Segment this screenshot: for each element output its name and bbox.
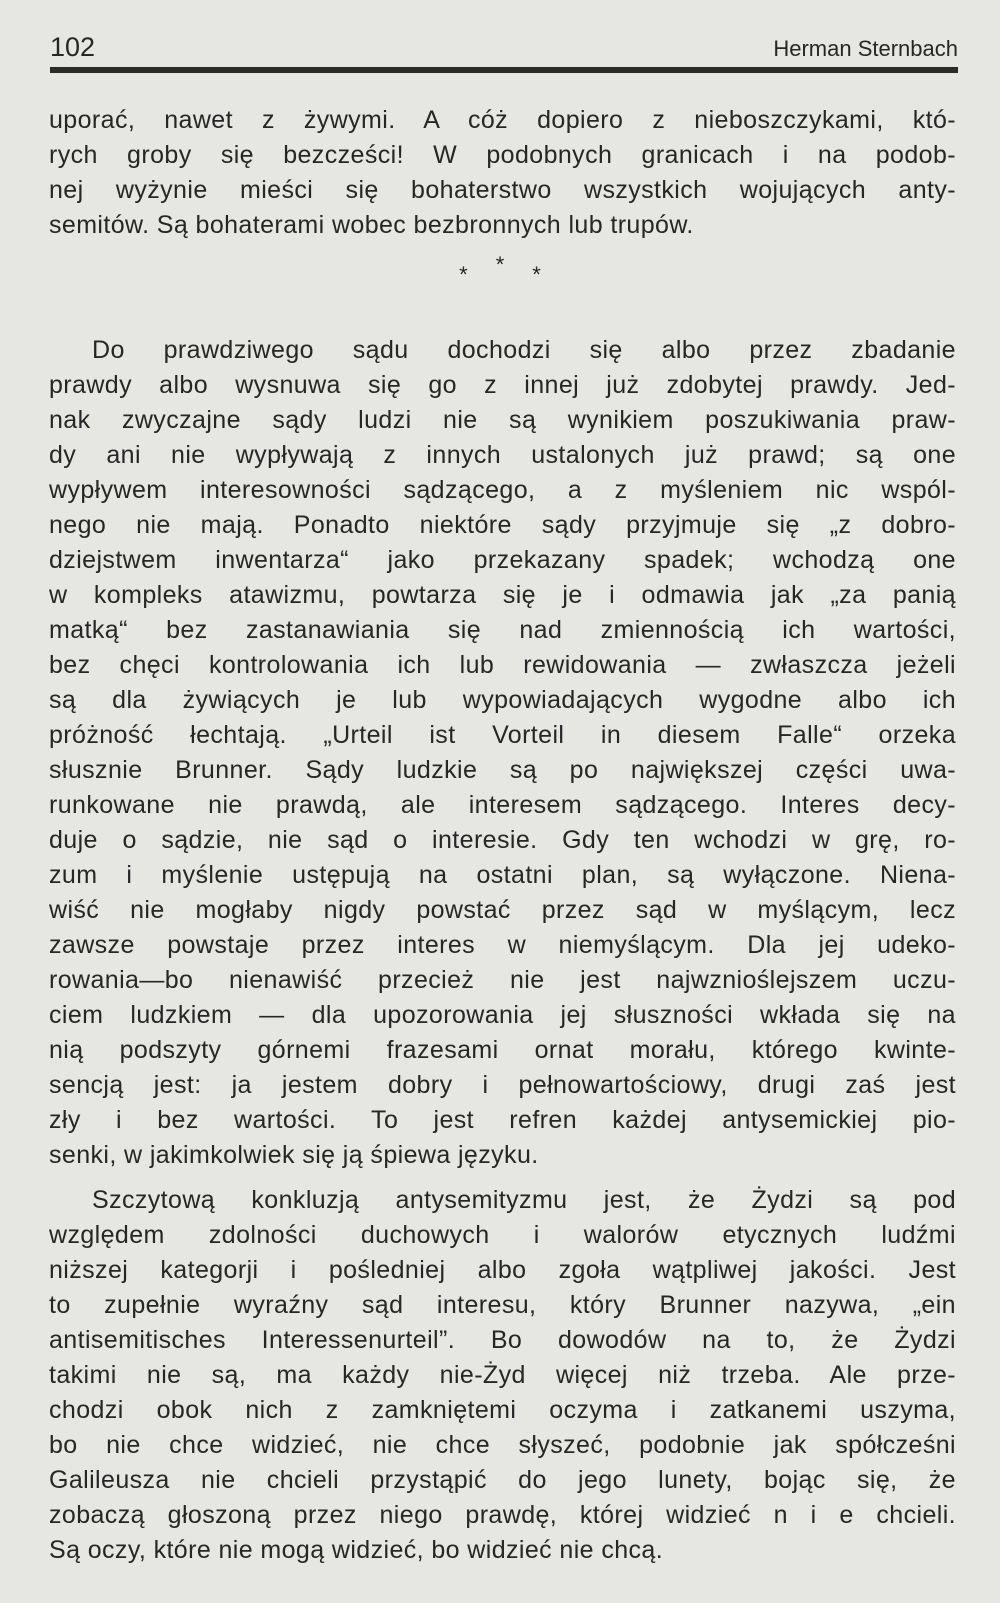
header-rule	[50, 67, 958, 73]
text-line: zum i myślenie ustępują na ostatni plan, są wyłączone. Niena-	[49, 861, 956, 889]
text-line: są dla żywiących je lub wypowiadających wygodne albo ich	[49, 686, 956, 714]
text-line: w kompleks atawizmu, powtarza się je i odmawia jak „za panią	[49, 581, 956, 609]
text-line: prawdy albo wysnuwa się go z innej już zdobytej prawdy. Jed-	[49, 371, 956, 399]
text-line: matką“ bez zastanawiania się nad zmiennością ich wartości,	[49, 616, 956, 644]
paragraph-3	[49, 1183, 956, 1568]
text-line: Do prawdziwego sądu dochodzi się albo przez zbadanie	[92, 336, 956, 364]
text-line: nego nie mają. Ponadto niektóre sądy przyjmuje się „z dobro-	[49, 511, 956, 539]
text-line: to zupełnie wyraźny sąd interesu, który Brunner nazywa, „ein	[49, 1291, 956, 1319]
text-line: rych groby się bezcześci! W podobnych granicach i na podob-	[49, 141, 956, 169]
text-line: runkowane nie prawdą, ale interesem sądzącego. Interes decy-	[49, 791, 956, 819]
paragraph-2	[49, 333, 956, 1173]
text-line: Szczytową konkluzją antysemityzmu jest, że Żydzi są pod	[92, 1186, 956, 1214]
text-line: względem zdolności duchowych i walorów etycznych ludźmi	[49, 1221, 956, 1249]
section-separator-asterisks	[0, 252, 1000, 288]
text-line: zły i bez wartości. To jest refren każdej antysemickiej pio-	[49, 1106, 956, 1134]
text-line: dy ani nie wypływają z innych ustalonych już prawd; są one	[49, 441, 956, 469]
text-line: takimi nie są, ma każdy nie-Żyd więcej niż trzeba. Ale prze-	[49, 1361, 956, 1389]
text-line: słusznie Brunner. Sądy ludzkie są po największej części uwa-	[49, 756, 956, 784]
text-line: dziejstwem inwentarza“ jako przekazany spadek; wchodzą one	[49, 546, 956, 574]
text-line: bo nie chce widzieć, nie chce słyszeć, podobnie jak spółcześni	[49, 1431, 956, 1459]
text-line: sencją jest: ja jestem dobry i pełnowartościowy, drugi zaś jest	[49, 1071, 956, 1099]
text-line: senki, w jakimkolwiek się ją śpiewa języku.	[49, 1141, 539, 1169]
text-line: ciem ludzkiem — dla upozorowania jej słuszności wkłada się na	[49, 1001, 956, 1029]
text-line: Są oczy, które nie mogą widzieć, bo widzieć nie chcą.	[49, 1536, 664, 1564]
text-line: nak zwyczajne sądy ludzi nie są wynikiem poszukiwania praw-	[49, 406, 956, 434]
asterisk: *	[495, 252, 505, 277]
text-line: nią podszyty górnemi frazesami ornat morału, którego kwinte-	[49, 1036, 956, 1064]
text-line: chodzi obok nich z zamkniętemi oczyma i zatkanemi uszyma,	[49, 1396, 956, 1424]
running-header-author: Herman Sternbach	[773, 36, 958, 61]
page-number: 102	[50, 32, 96, 62]
text-line: zobaczą głoszoną przez niego prawdę, której widzieć n i e chcieli.	[49, 1501, 956, 1529]
text-line: bez chęci kontrolowania ich lub rewidowania — zwłaszcza jeżeli	[49, 651, 956, 679]
text-line: nej wyżynie mieści się bohaterstwo wszystkich wojujących anty-	[49, 176, 956, 204]
asterisk: *	[459, 262, 468, 287]
text-line: próżność łechtają. „Urteil ist Vorteil in diesem Falle“ orzeka	[49, 721, 956, 749]
text-line: zawsze powstaje przez interes w niemyślącym. Dla jej udeko-	[49, 931, 956, 959]
text-line: wypływem interesowności sądzącego, a z myśleniem nic wspól-	[49, 476, 956, 504]
text-line: wiść nie mogłaby nigdy powstać przez sąd w myślącym, lecz	[49, 896, 956, 924]
paragraph-1	[49, 103, 956, 243]
text-line: uporać, nawet z żywymi. A cóż dopiero z nieboszczykami, któ-	[49, 106, 956, 134]
text-line: niższej kategorji i pośledniej albo zgoła wątpliwej jakości. Jest	[49, 1256, 956, 1284]
text-line: semitów. Są bohaterami wobec bezbronnych lub trupów.	[49, 211, 694, 239]
text-line: rowania—bo nienawiść przecież nie jest najwznioślejszem uczu-	[49, 966, 956, 994]
asterisk: *	[532, 262, 541, 287]
text-line: antisemitisches Interessenurteil”. Bo dowodów na to, że Żydzi	[49, 1326, 956, 1354]
text-line: duje o sądzie, nie sąd o interesie. Gdy ten wchodzi w grę, ro-	[49, 826, 956, 854]
text-line: Galileusza nie chcieli przystąpić do jego lunety, bojąc się, że	[49, 1466, 956, 1494]
